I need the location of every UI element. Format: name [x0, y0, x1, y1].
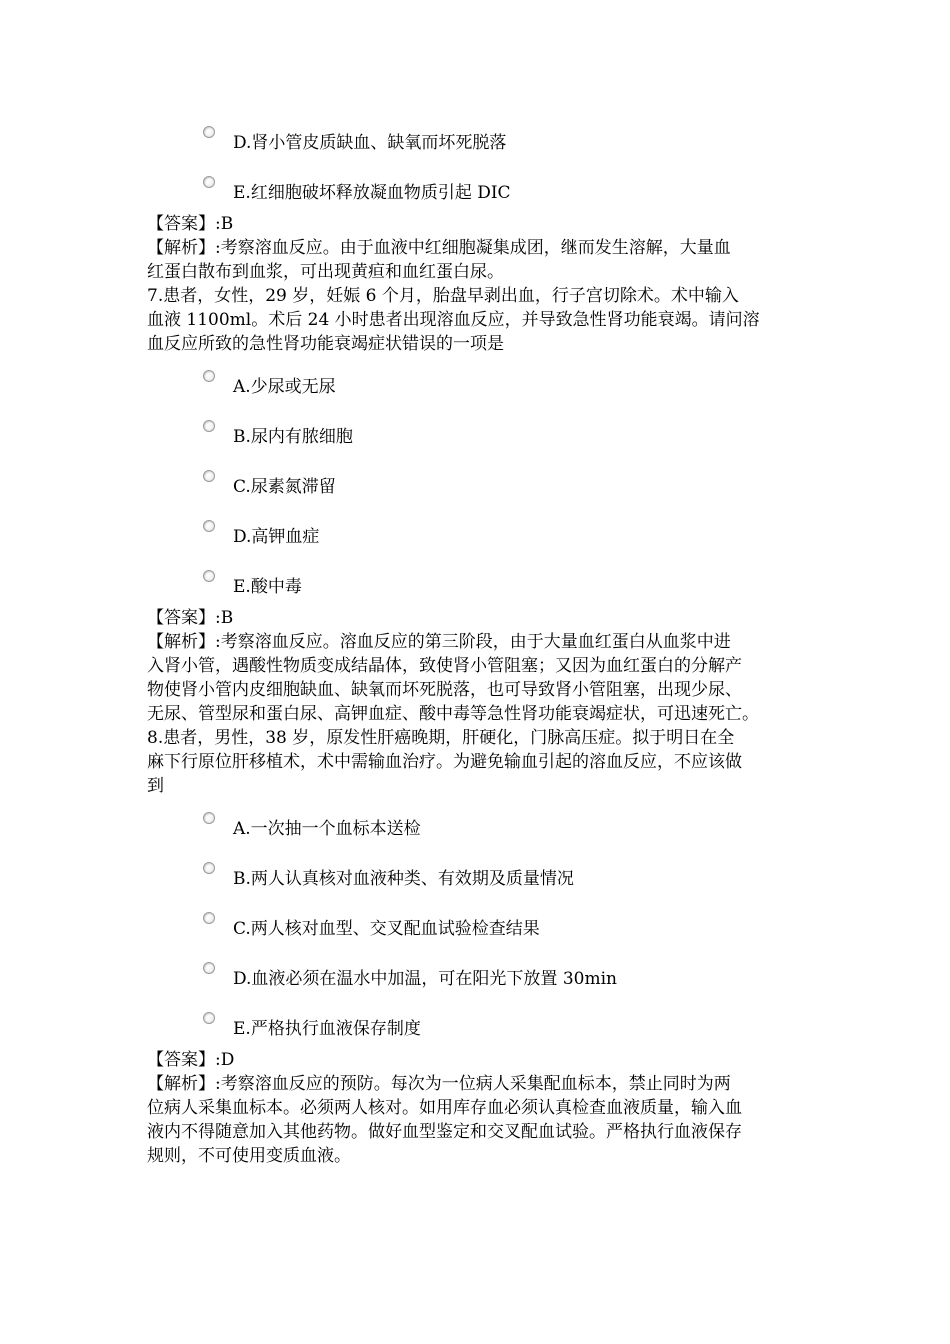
question-stem: 麻下行原位肝移植术，术中需输血治疗。为避免输血引起的溶血反应，不应该做: [147, 752, 742, 772]
analysis-line: 无尿、管型尿和蛋白尿、高钾血症、酸中毒等急性肾功能衰竭症状，可迅速死亡。: [147, 704, 759, 724]
option-label: E.酸中毒: [233, 577, 302, 597]
option-label: C.尿素氮滞留: [233, 477, 336, 497]
option-row[interactable]: [147, 798, 809, 848]
option-label: B.两人认真核对血液种类、有效期及质量情况: [233, 869, 574, 889]
option-row[interactable]: [147, 112, 809, 162]
radio-button-icon[interactable]: [203, 520, 215, 532]
option-row[interactable]: [147, 898, 809, 948]
analysis-line: 【解析】:考察溶血反应。溶血反应的第三阶段，由于大量血红蛋白从血浆中进: [147, 632, 731, 652]
option-row[interactable]: [147, 456, 809, 506]
option-row[interactable]: [147, 998, 809, 1048]
option-label: D.肾小管皮质缺血、缺氧而坏死脱落: [233, 133, 507, 153]
radio-button-icon[interactable]: [203, 962, 215, 974]
radio-button-icon[interactable]: [203, 912, 215, 924]
option-row[interactable]: [147, 948, 809, 998]
option-label: B.尿内有脓细胞: [233, 427, 353, 447]
answer-line: 【答案】:B: [147, 608, 234, 628]
radio-button-icon[interactable]: [203, 370, 215, 382]
option-label: D.高钾血症: [233, 527, 320, 547]
radio-button-icon[interactable]: [203, 862, 215, 874]
option-row[interactable]: [147, 848, 809, 898]
question-stem: 7.患者，女性，29 岁，妊娠 6 个月，胎盘早剥出血，行子宫切除术。术中输入: [147, 286, 739, 306]
question-stem: 到: [147, 776, 164, 796]
question-stem: 血反应所致的急性肾功能衰竭症状错误的一项是: [147, 334, 504, 354]
radio-button-icon[interactable]: [203, 812, 215, 824]
radio-button-icon[interactable]: [203, 570, 215, 582]
radio-button-icon[interactable]: [203, 176, 215, 188]
question-stem: 8.患者，男性，38 岁，原发性肝癌晚期，肝硬化，门脉高压症。拟于明日在全: [147, 728, 735, 748]
answer-line: 【答案】:B: [147, 214, 234, 234]
analysis-line: 红蛋白散布到血浆，可出现黄疸和血红蛋白尿。: [147, 262, 504, 282]
analysis-line: 位病人采集血标本。必须两人核对。如用库存血必须认真检查血液质量，输入血: [147, 1098, 742, 1118]
option-label: C.两人核对血型、交叉配血试验检查结果: [233, 919, 540, 939]
option-label: E.红细胞破坏释放凝血物质引起 DIC: [233, 183, 511, 203]
option-row[interactable]: [147, 356, 809, 406]
radio-button-icon[interactable]: [203, 126, 215, 138]
analysis-line: 规则，不可使用变质血液。: [147, 1146, 351, 1166]
option-row[interactable]: [147, 556, 809, 606]
question-stem: 血液 1100ml。术后 24 小时患者出现溶血反应，并导致急性肾功能衰竭。请问溶: [147, 310, 760, 330]
option-label: A.一次抽一个血标本送检: [233, 819, 421, 839]
answer-line: 【答案】:D: [147, 1050, 235, 1070]
option-label: A.少尿或无尿: [233, 377, 336, 397]
option-row[interactable]: [147, 406, 809, 456]
radio-button-icon[interactable]: [203, 470, 215, 482]
radio-button-icon[interactable]: [203, 1012, 215, 1024]
option-row[interactable]: [147, 506, 809, 556]
option-label: D.血液必须在温水中加温，可在阳光下放置 30min: [233, 969, 617, 989]
option-row[interactable]: [147, 162, 809, 212]
analysis-line: 液内不得随意加入其他药物。做好血型鉴定和交叉配血试验。严格执行血液保存: [147, 1122, 742, 1142]
analysis-line: 【解析】:考察溶血反应的预防。每次为一位病人采集配血标本，禁止同时为两: [147, 1074, 731, 1094]
analysis-line: 【解析】:考察溶血反应。由于血液中红细胞凝集成团，继而发生溶解，大量血: [147, 238, 731, 258]
analysis-line: 物使肾小管内皮细胞缺血、缺氧而坏死脱落，也可导致肾小管阻塞，出现少尿、: [147, 680, 742, 700]
option-label: E.严格执行血液保存制度: [233, 1019, 421, 1039]
document-page: [147, 112, 809, 1168]
analysis-line: 入肾小管，遇酸性物质变成结晶体，致使肾小管阻塞；又因为血红蛋白的分解产: [147, 656, 742, 676]
radio-button-icon[interactable]: [203, 420, 215, 432]
